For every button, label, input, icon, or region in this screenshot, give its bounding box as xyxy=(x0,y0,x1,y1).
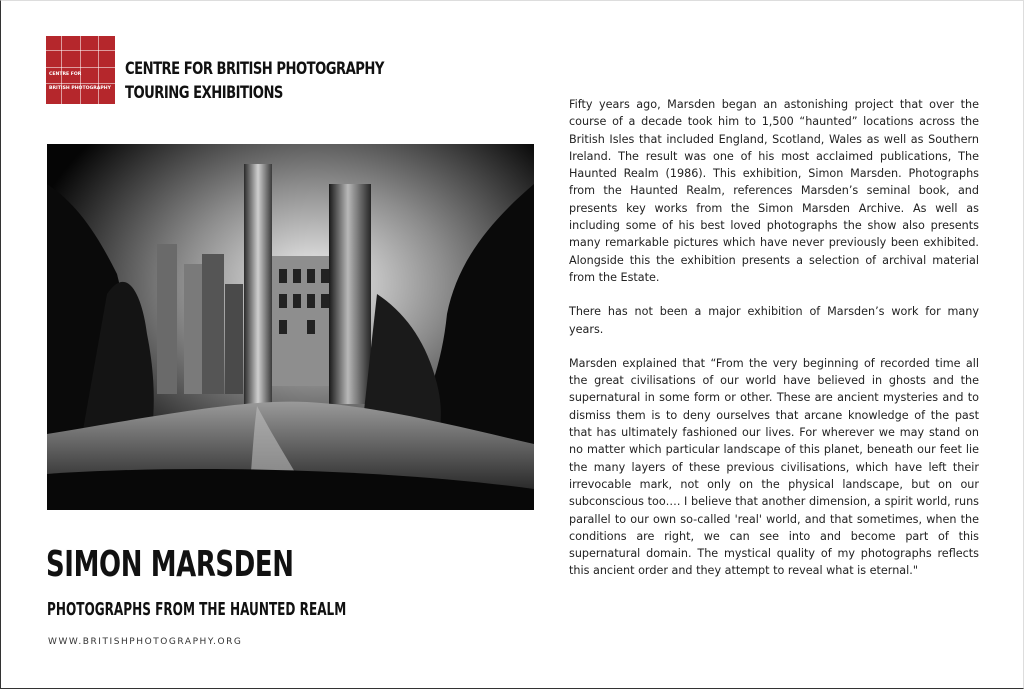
website-link[interactable]: WWW.BRITISHPHOTOGRAPHY.ORG xyxy=(48,637,243,647)
centre-logo xyxy=(46,36,115,104)
haunted-ruins-photograph xyxy=(47,144,534,510)
logo-text-line1: CENTRE FOR xyxy=(49,72,82,77)
exhibition-subtitle: PHOTOGRAPHS FROM THE HAUNTED REALM xyxy=(47,600,347,620)
description-paragraph-3: Marsden explained that “From the very beginning of recorded time all the great civilisations of our world have believed in ghosts and the supernatural in some form or other. These are ancient mysteries and to dismiss them is to deny ourselves that arcane knowledge of the past that has ultimately fashioned our lives. For wherever we may stand on no matter which particular landscape of this planet, beneath our feet lie the many layers of these previous civilisations, which have left their irrevocable mark, not only on the physical landscape, but on our subconscious too…. I believe that another dimension, a spirit world, runs parallel to our own so-called 'real' world, and that sometimes, when the conditions are right, we can see into and become part of this supernatural domain. The mystical quality of my photographs reflects this ancient order and they attempt to reveal what is eternal." xyxy=(569,356,979,578)
logo-text-line2: BRITISH PHOTOGRAPHY xyxy=(49,86,111,91)
description-paragraph-2: There has not been a major exhibition of Marsden’s work for many years. xyxy=(569,305,979,336)
organisation-title-line1: CENTRE FOR BRITISH PHOTOGRAPHY xyxy=(125,59,384,79)
exhibition-description xyxy=(569,96,979,597)
organisation-title xyxy=(125,57,384,105)
organisation-title-line2: TOURING EXHIBITIONS xyxy=(125,83,283,103)
artist-name-heading: SIMON MARSDEN xyxy=(46,544,294,585)
description-paragraph-1: Fifty years ago, Marsden began an astonishing project that over the course of a decade took him to 1,500 “haunted” locations across the British Isles that included England, Scotland, Wales as well as Southern Ireland. The result was one of his most acclaimed publications, The Haunted Realm (1986). This exhibition, Simon Marsden. Photographs from the Haunted Realm, references Marsden’s seminal book, and presents key works from the Simon Marsden Archive. As well as including some of his best loved photographs the show also presents many remarkable pictures which have never previously been exhibited. Alongside this the exhibition presents a selection of archival material from the Estate. xyxy=(569,98,979,284)
